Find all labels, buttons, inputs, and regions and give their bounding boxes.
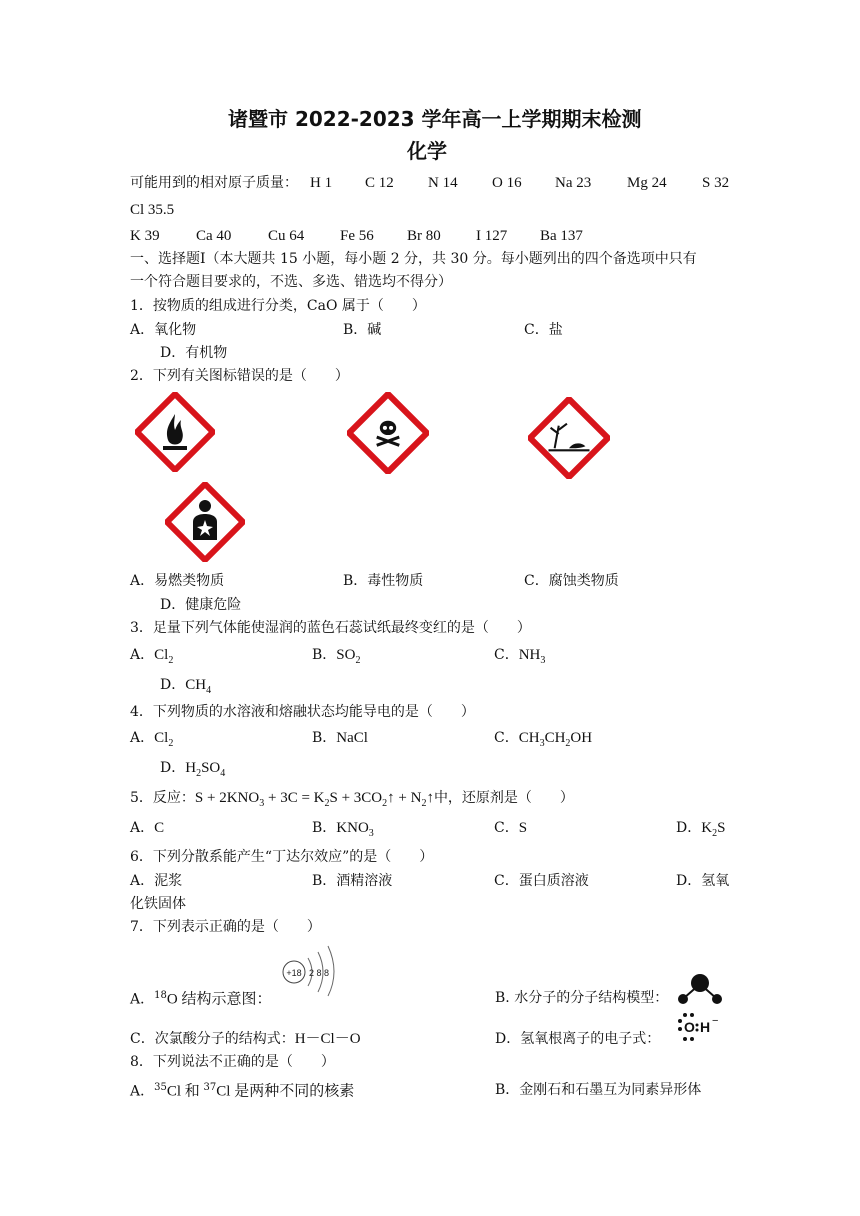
- atomic-mass-k: K 39: [130, 228, 160, 244]
- formula-cl2: $Cl_2$: [154, 647, 174, 666]
- toxic-hazard-icon: [347, 392, 429, 474]
- flammable-hazard-icon: [135, 392, 215, 472]
- question-2-option-d: D．健康危险: [160, 597, 242, 613]
- option-letter: B．: [312, 820, 337, 836]
- question-4-option-d: [160, 758, 225, 784]
- question-6-option-c: C．蛋白质溶液: [494, 873, 589, 889]
- question-3-option-a: [130, 645, 173, 671]
- option-letter: C．次氯酸分子的结构式：: [130, 1031, 295, 1047]
- question-7-stem: 7．下列表示正确的是（ ）: [130, 919, 321, 935]
- question-1-option-c: C．盐: [524, 322, 563, 338]
- page-subtitle: 化学: [407, 139, 447, 163]
- isotope-text-2: Cl 是两种不同的核素: [216, 1083, 355, 1100]
- question-5-prefix: 5．反应：: [130, 790, 195, 806]
- question-5-suffix: 中，还原剂是（ ）: [433, 790, 574, 806]
- isotope-mass-37: 37: [203, 1082, 217, 1093]
- option-letter: A．: [130, 647, 155, 663]
- atomic-mass-cl: Cl 35.5: [130, 202, 175, 218]
- question-3-option-d: [160, 675, 211, 701]
- question-6-option-d: D．氢氧: [676, 873, 730, 889]
- question-6-stem: 6．下列分散系能产生“丁达尔效应”的是（ ）: [130, 849, 434, 865]
- question-4-option-a: [130, 728, 173, 754]
- question-5-option-c: [494, 818, 527, 838]
- question-6-option-a: A．泥浆: [130, 873, 183, 889]
- option-letter: C．: [494, 647, 519, 663]
- atomic-mass-o: O 16: [492, 175, 522, 191]
- section-instructions-2: 一个符合题目要求的，不选、多选、错选均不得分）: [130, 274, 452, 290]
- svg-text:−: −: [712, 1015, 719, 1027]
- question-1-option-b: B．碱: [343, 322, 382, 338]
- question-7-option-b: B. 水分子的分子结构模型：: [495, 990, 669, 1006]
- formula-nacl: NaCl: [336, 730, 368, 746]
- question-8-stem: 8．下列说法不正确的是（ ）: [130, 1054, 335, 1070]
- shell-electrons: 2 8 8: [309, 968, 330, 978]
- question-5-stem: [130, 788, 574, 814]
- option-letter: A．: [130, 991, 155, 1008]
- reaction-equation: $S + 2KNO_3 + 3C = K_2S$ + $3CO_2↑$ + $N_2↑$: [194, 790, 434, 809]
- option-letter: B．: [312, 730, 337, 746]
- question-4-stem: 4．下列物质的水溶液和熔融状态均能导电的是（ ）: [130, 704, 475, 720]
- atomic-mass-cu: Cu 64: [268, 228, 305, 244]
- option-a-text: O 结构示意图：: [166, 991, 272, 1008]
- section-instructions-1: 一、选择题Ⅰ（本大题共 15 小题，每小题 2 分，共 30 分。每小题列出的四个备选项中只有: [130, 251, 697, 267]
- formula-so2: $SO_2$: [336, 647, 361, 666]
- nucleus-label: +18: [286, 968, 302, 978]
- question-3-option-b: [312, 645, 360, 671]
- isotope-mass-35: 35: [154, 1082, 167, 1093]
- formula-c: C: [154, 820, 165, 836]
- atomic-structure-diagram: [272, 940, 348, 998]
- mass-number: 18: [154, 990, 167, 1001]
- question-4-option-c: [494, 728, 592, 754]
- option-letter: C．: [494, 730, 519, 746]
- option-letter: A．: [130, 1083, 155, 1100]
- question-6-option-d-cont: 化铁固体: [130, 896, 186, 912]
- question-5-option-a: [130, 818, 164, 838]
- hydroxide-electron-dot-diagram: [674, 1011, 730, 1045]
- question-5-option-b: [312, 818, 374, 844]
- atomic-mass-ca: Ca 40: [196, 228, 232, 244]
- formula-cl2: $Cl_2$: [154, 730, 174, 749]
- atomic-mass-s: S 32: [702, 175, 730, 191]
- svg-text:O: O: [684, 1019, 695, 1035]
- question-2-option-b: B．毒性物质: [343, 573, 424, 589]
- question-3-option-c: [494, 645, 545, 671]
- formula-k2s: $K_2S$: [701, 820, 726, 839]
- atomic-mass-h: H 1: [310, 175, 333, 191]
- option-letter: D．: [160, 760, 186, 776]
- formula-ch4: $CH_4$: [185, 677, 212, 696]
- formula-nh3: $NH_3$: [518, 647, 546, 666]
- formula-kno3: $KNO_3$: [336, 820, 374, 839]
- environmental-hazard-icon: [528, 397, 610, 479]
- atomic-mass-ba: Ba 137: [540, 228, 583, 244]
- question-8-option-a: [130, 1078, 354, 1102]
- question-7-option-c: [130, 1029, 361, 1049]
- option-letter: A．: [130, 820, 155, 836]
- question-3-stem: 3．足量下列气体能使湿润的蓝色石蕊试纸最终变红的是（ ）: [130, 620, 531, 636]
- formula-h2so4: $H_2SO_4$: [185, 760, 226, 779]
- atomic-mass-label: 可能用到的相对原子质量：: [130, 175, 298, 191]
- option-letter: D．: [676, 820, 702, 836]
- isotope-text-1: Cl 和: [166, 1083, 204, 1100]
- atomic-mass-row-1: [130, 173, 298, 193]
- question-1-option-d: D．有机物: [160, 345, 228, 361]
- svg-text:H: H: [700, 1019, 711, 1035]
- question-6-option-b: B．酒精溶液: [312, 873, 393, 889]
- formula-s: S: [518, 820, 528, 836]
- formula-ethanol: $CH_3CH_2OH$: [518, 730, 593, 749]
- question-1-stem: 1．按物质的组成进行分类，CaO 属于（ ）: [130, 298, 426, 314]
- question-2-option-a: A．易燃类物质: [130, 573, 225, 589]
- atomic-mass-fe: Fe 56: [340, 228, 374, 244]
- atomic-mass-c: C 12: [365, 175, 394, 191]
- question-2-stem: 2．下列有关图标错误的是（ ）: [130, 368, 349, 384]
- option-letter: D．: [160, 677, 186, 693]
- question-5-option-d: [676, 818, 725, 844]
- atomic-mass-br: Br 80: [407, 228, 441, 244]
- health-hazard-icon: [165, 482, 245, 562]
- atomic-mass-na: Na 23: [555, 175, 592, 191]
- hclo-structure: H－Cl－O: [294, 1031, 361, 1047]
- question-7-option-a: [130, 986, 271, 1010]
- option-letter: B．: [312, 647, 337, 663]
- atomic-mass-n: N 14: [428, 175, 458, 191]
- option-letter: C．: [494, 820, 519, 836]
- question-4-option-b: [312, 728, 368, 748]
- page-title: 诸暨市 2022-2023 学年高一上学期期末检测: [228, 107, 642, 131]
- question-7-option-d: D．氢氧根离子的电子式：: [495, 1031, 661, 1047]
- question-1-option-a: A．氧化物: [130, 322, 197, 338]
- atomic-mass-mg: Mg 24: [627, 175, 667, 191]
- question-2-option-c: C．腐蚀类物质: [524, 573, 619, 589]
- question-8-option-b: B．金刚石和石墨互为同素异形体: [495, 1082, 702, 1098]
- water-molecule-model: [676, 972, 724, 1006]
- atomic-mass-i: I 127: [476, 228, 508, 244]
- option-letter: A．: [130, 730, 155, 746]
